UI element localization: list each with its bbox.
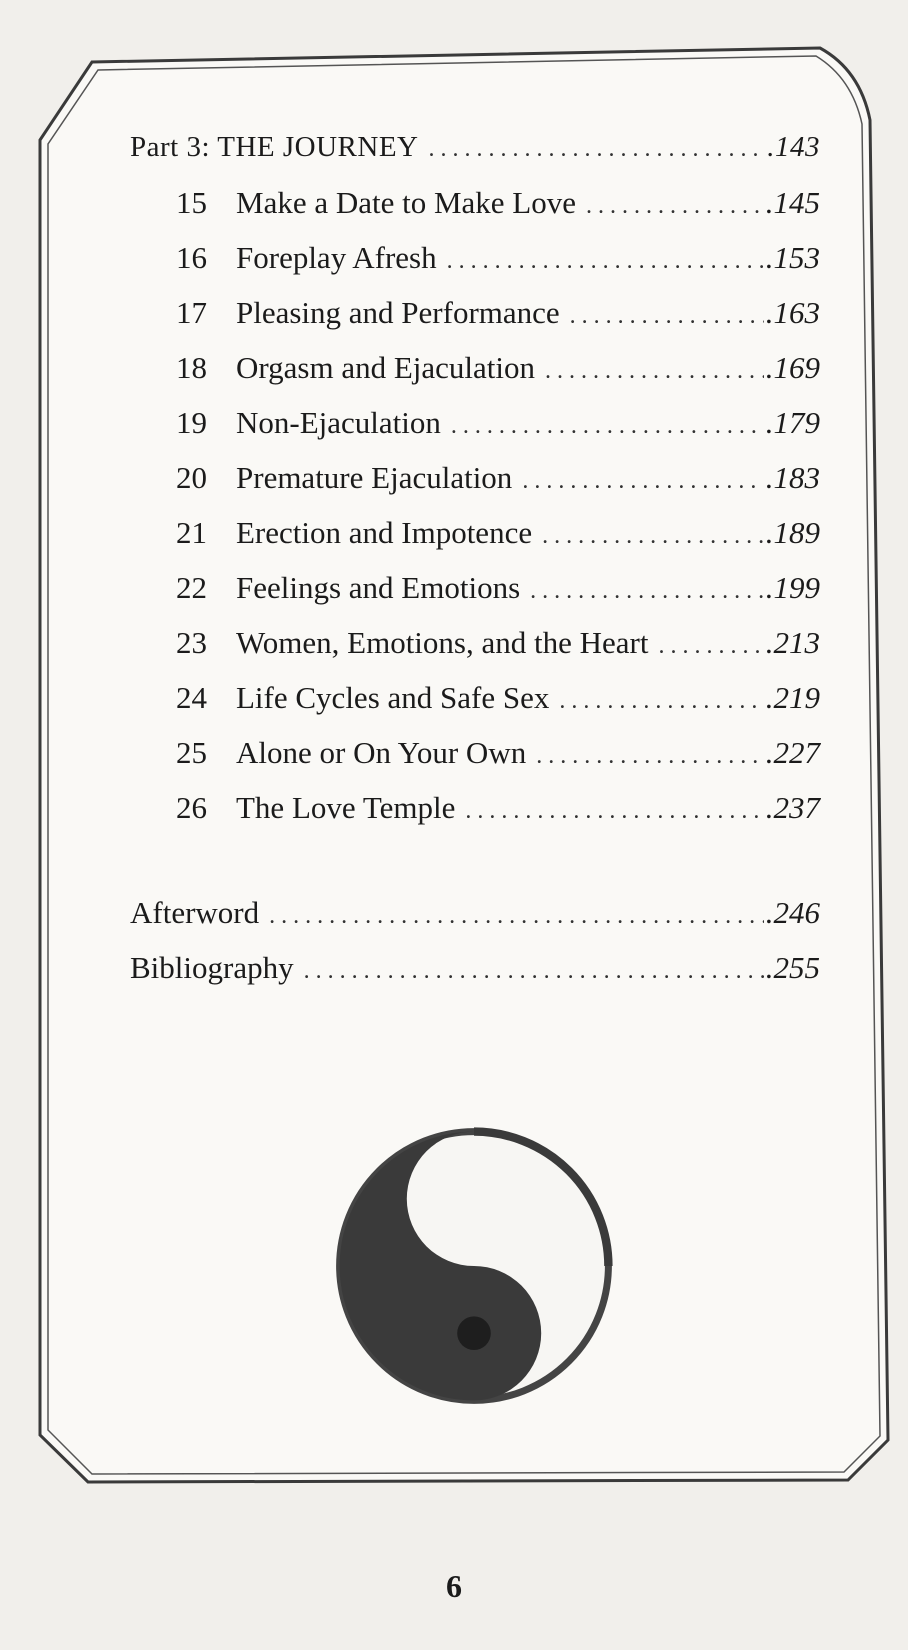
page-number: .213: [765, 625, 820, 660]
toc-chapter-row: [130, 230, 820, 285]
toc-backmatter-row: [130, 940, 820, 995]
page-number: .255: [765, 950, 820, 985]
dot-leader: [451, 399, 764, 454]
page-number: .145: [765, 185, 820, 220]
chapter-number: 21: [176, 515, 207, 550]
chapter-number: 16: [176, 240, 207, 275]
toc-chapter-row: [130, 780, 820, 835]
toc-chapter-row: [130, 395, 820, 450]
dot-leader: [570, 289, 764, 344]
chapter-title: Women, Emotions, and the Heart: [236, 625, 649, 660]
backmatter-title: Afterword: [130, 895, 260, 930]
dot-leader: [658, 619, 763, 674]
page-number: .169: [765, 350, 820, 385]
dot-leader: [428, 122, 765, 177]
chapter-title: Orgasm and Ejaculation: [236, 350, 536, 385]
dot-leader: [542, 509, 764, 564]
page-number: .183: [765, 460, 820, 495]
toc-backmatter-row: [130, 885, 820, 940]
dot-leader: [536, 729, 764, 784]
dot-leader: [586, 179, 764, 234]
chapter-title: Alone or On Your Own: [236, 735, 527, 770]
toc-chapter-row: [130, 615, 820, 670]
chapter-number: 25: [176, 735, 207, 770]
chapter-number: 20: [176, 460, 207, 495]
chapter-title: Erection and Impotence: [236, 515, 533, 550]
dot-leader: [559, 674, 763, 729]
chapter-title: Pleasing and Performance: [236, 295, 560, 330]
chapter-number: 17: [176, 295, 207, 330]
toc-part-heading: [130, 120, 820, 175]
page-number: .189: [765, 515, 820, 550]
dot-leader: [522, 454, 763, 509]
chapter-title: Make a Date to Make Love: [236, 185, 577, 220]
page-number: .227: [765, 735, 820, 770]
page-number: .143: [767, 131, 820, 163]
chapter-title: The Love Temple: [236, 790, 456, 825]
backmatter-list: [130, 885, 820, 995]
table-of-contents: [130, 120, 820, 995]
dot-leader: [304, 944, 764, 999]
dot-leader: [269, 889, 764, 944]
chapter-title: Non-Ejaculation: [236, 405, 441, 440]
toc-chapter-row: [130, 340, 820, 395]
dot-leader: [545, 344, 764, 399]
toc-chapter-row: [130, 450, 820, 505]
dot-leader: [447, 234, 764, 289]
chapter-number: 26: [176, 790, 207, 825]
chapter-number: 19: [176, 405, 207, 440]
chapter-title: Foreplay Afresh: [236, 240, 437, 275]
toc-chapter-row: [130, 175, 820, 230]
chapter-number: 15: [176, 185, 207, 220]
page-number: .179: [765, 405, 820, 440]
page-number: .153: [765, 240, 820, 275]
toc-chapter-row: [130, 725, 820, 780]
chapter-number: 18: [176, 350, 207, 385]
page-folio: 6: [446, 1568, 462, 1604]
page-number: .163: [765, 295, 820, 330]
toc-chapter-row: [130, 670, 820, 725]
toc-chapter-row: [130, 285, 820, 340]
chapter-number: 22: [176, 570, 207, 605]
chapter-title: Feelings and Emotions: [236, 570, 521, 605]
page-number: .199: [765, 570, 820, 605]
toc-chapter-row: [130, 505, 820, 560]
dot-leader: [465, 784, 763, 839]
page-number: .219: [765, 680, 820, 715]
part-title: Part 3: THE JOURNEY: [130, 131, 419, 163]
toc-chapter-row: [130, 560, 820, 615]
chapter-number: 24: [176, 680, 207, 715]
page-number: .246: [765, 895, 820, 930]
chapter-number: 23: [176, 625, 207, 660]
yin-yang-icon: [334, 1116, 614, 1416]
chapter-title: Premature Ejaculation: [236, 460, 513, 495]
chapter-title: Life Cycles and Safe Sex: [236, 680, 550, 715]
page-number: .237: [765, 790, 820, 825]
backmatter-title: Bibliography: [130, 950, 294, 985]
dot-leader: [530, 564, 764, 619]
chapter-list: [130, 175, 820, 835]
